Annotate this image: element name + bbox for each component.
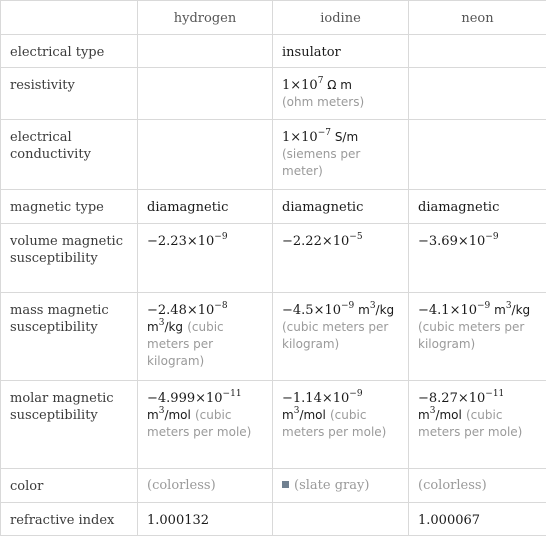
cell-iodine <box>273 68 409 120</box>
row-label: molar magnetic susceptibility <box>1 381 138 469</box>
value-mantissa: −2.48×10 <box>147 303 215 318</box>
unit-exponent: 3 <box>158 318 165 328</box>
unit-exponent: 3 <box>158 406 165 416</box>
value-unit-denominator: /mol <box>435 408 462 422</box>
row-label: magnetic type <box>1 190 138 224</box>
value-mantissa: −2.22×10 <box>282 234 350 249</box>
cell-iodine <box>273 120 409 190</box>
value-unit-denominator: /kg <box>375 303 395 317</box>
cell-neon <box>409 120 546 190</box>
row-label: electrical conductivity <box>1 120 138 190</box>
value-unit: S/m <box>331 130 359 144</box>
cell-iodine: insulator <box>273 35 409 68</box>
cell-hydrogen <box>138 35 273 68</box>
value-exponent: −7 <box>317 128 331 138</box>
row-volume-susceptibility <box>1 224 546 293</box>
cell-iodine <box>273 224 409 293</box>
cell-neon <box>409 293 546 381</box>
value-exponent: −9 <box>485 232 499 242</box>
col-header-iodine: iodine <box>273 1 409 35</box>
row-mass-susceptibility <box>1 293 546 381</box>
cell-hydrogen: (colorless) <box>138 469 273 503</box>
col-header-hydrogen: hydrogen <box>138 1 273 35</box>
cell-iodine <box>273 469 409 503</box>
cell-hydrogen: diamagnetic <box>138 190 273 224</box>
row-molar-susceptibility <box>1 381 546 469</box>
value-unit: Ω m <box>323 78 352 92</box>
value-mantissa: −4.999×10 <box>147 391 223 406</box>
value-unit-denominator: /mol <box>164 408 191 422</box>
row-electrical-conductivity <box>1 120 546 190</box>
row-label: electrical type <box>1 35 138 68</box>
cell-neon: (colorless) <box>409 469 546 503</box>
unit-description: (cubic meters per kilogram) <box>282 320 389 351</box>
cell-hydrogen: 1.000132 <box>138 503 273 536</box>
row-label: volume magnetic susceptibility <box>1 224 138 293</box>
cell-iodine <box>273 503 409 536</box>
row-electrical-type <box>1 35 546 68</box>
value-unit-denominator: /kg <box>511 303 531 317</box>
unit-description: (siemens per meter) <box>282 147 361 178</box>
cell-neon: diamagnetic <box>409 190 546 224</box>
row-color <box>1 469 546 503</box>
row-label: resistivity <box>1 68 138 120</box>
value-unit: m <box>147 408 159 422</box>
unit-description: (cubic meters per mole) <box>147 408 252 439</box>
corner-cell <box>1 1 138 35</box>
value-mantissa: −3.69×10 <box>418 234 486 249</box>
cell-neon <box>409 68 546 120</box>
value-exponent: −9 <box>349 389 363 399</box>
unit-description: (ohm meters) <box>282 95 365 109</box>
cell-hydrogen <box>138 68 273 120</box>
cell-iodine <box>273 381 409 469</box>
value-unit: m <box>282 408 294 422</box>
cell-neon <box>409 224 546 293</box>
value-mantissa: −1.14×10 <box>282 391 350 406</box>
value-exponent: −9 <box>341 301 355 311</box>
color-name: (slate gray) <box>294 478 370 493</box>
cell-neon: 1.000067 <box>409 503 546 536</box>
value-unit-denominator: /kg <box>164 320 184 334</box>
cell-iodine: diamagnetic <box>273 190 409 224</box>
value-exponent: −9 <box>477 301 491 311</box>
value-exponent: −11 <box>485 389 505 399</box>
row-magnetic-type <box>1 190 546 224</box>
value-unit: m <box>354 303 370 317</box>
header-row <box>1 1 546 35</box>
value-mantissa: −4.5×10 <box>282 303 342 318</box>
row-refractive-index <box>1 503 546 536</box>
unit-description: (cubic meters per kilogram) <box>418 320 525 351</box>
row-label: refractive index <box>1 503 138 536</box>
value-exponent: 7 <box>317 76 324 86</box>
value-mantissa: −4.1×10 <box>418 303 478 318</box>
value-exponent: −8 <box>214 301 228 311</box>
value-exponent: −11 <box>222 389 242 399</box>
unit-description: (cubic meters per mole) <box>418 408 523 439</box>
unit-exponent: 3 <box>505 301 512 311</box>
value-exponent: −5 <box>349 232 363 242</box>
cell-hydrogen <box>138 293 273 381</box>
col-header-neon: neon <box>409 1 546 35</box>
unit-description: (cubic meters per mole) <box>282 408 387 439</box>
cell-hydrogen <box>138 120 273 190</box>
row-label: color <box>1 469 138 503</box>
row-resistivity <box>1 68 546 120</box>
cell-neon <box>409 381 546 469</box>
value-unit: m <box>490 303 506 317</box>
cell-iodine <box>273 293 409 381</box>
cell-hydrogen <box>138 224 273 293</box>
cell-neon <box>409 35 546 68</box>
value-unit: m <box>418 408 430 422</box>
unit-exponent: 3 <box>429 406 436 416</box>
unit-description: (cubic meters per kilogram) <box>147 320 224 368</box>
row-label: mass magnetic susceptibility <box>1 293 138 381</box>
value-mantissa: −8.27×10 <box>418 391 486 406</box>
unit-exponent: 3 <box>369 301 376 311</box>
cell-hydrogen <box>138 381 273 469</box>
value-unit: m <box>147 320 159 334</box>
color-swatch <box>282 481 289 488</box>
value-unit-denominator: /mol <box>299 408 326 422</box>
unit-exponent: 3 <box>293 406 300 416</box>
value-mantissa: −2.23×10 <box>147 234 215 249</box>
value-exponent: −9 <box>214 232 228 242</box>
value-mantissa: 1×10 <box>282 78 318 93</box>
value-mantissa: 1×10 <box>282 130 318 145</box>
